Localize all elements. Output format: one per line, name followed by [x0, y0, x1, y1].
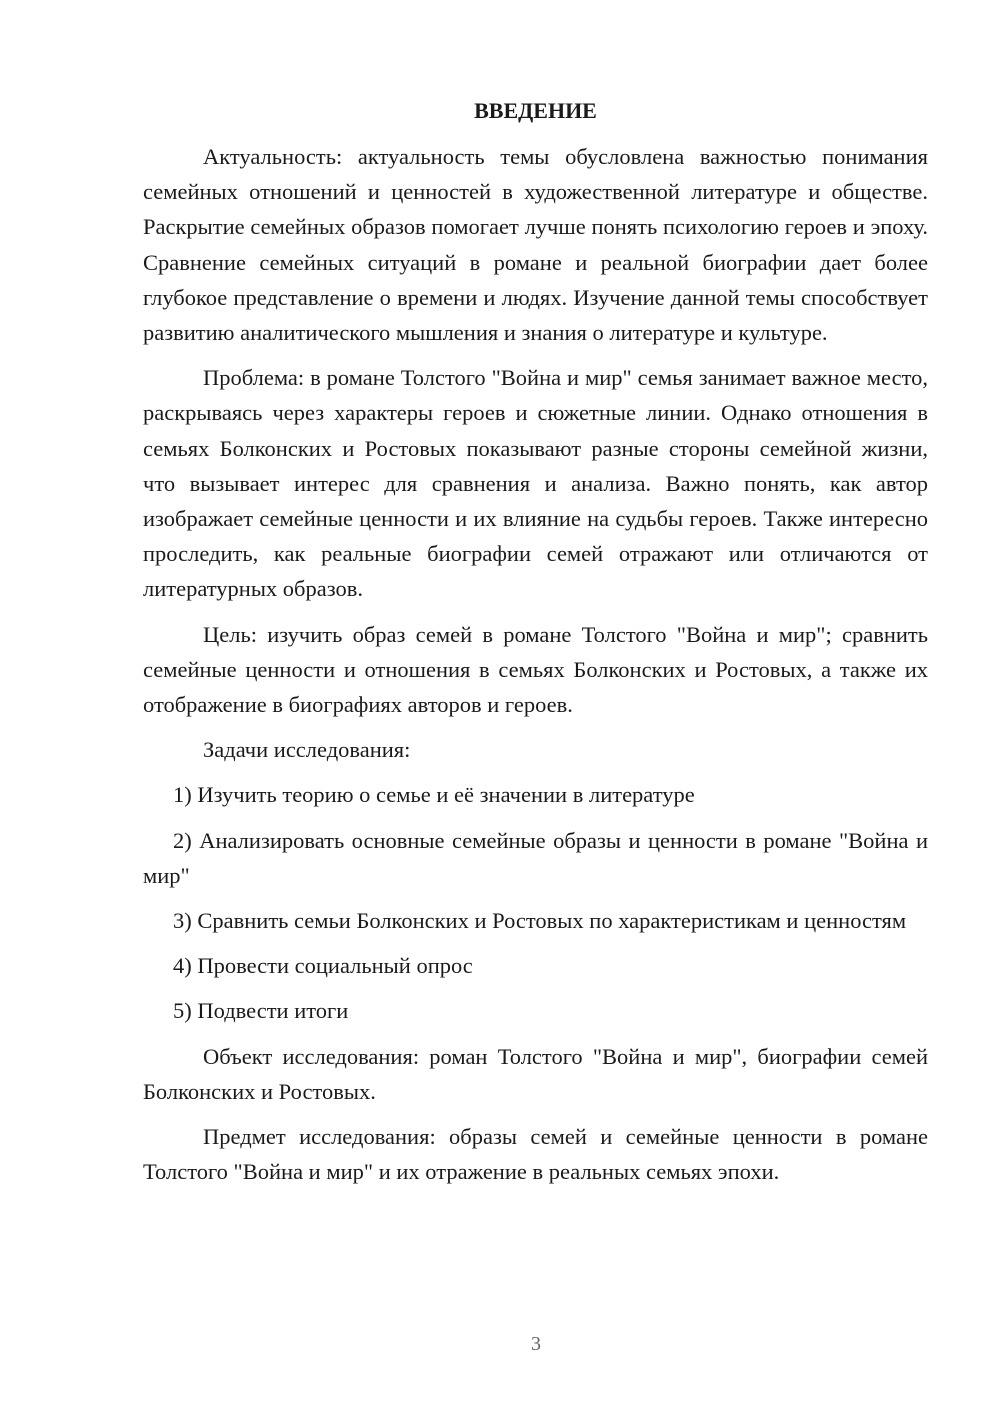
- paragraph-goal: Цель: изучить образ семей в романе Толстого "Война и мир"; сравнить семейные ценности и отношения в семьях Болконских и Ростовых, а также их отображение в биографиях авторов и героев.: [143, 621, 928, 718]
- paragraph-problem: Проблема: в романе Толстого "Война и мир" семья занимает важное место, раскрываясь через характеры героев и сюжетные линии. Однако отношения в семьях Болконских и Ростовых показывают разные стороны семейной жизни, что вызывает интерес для сравнения и анализа. Важно понять, как автор изображает семейные ценности и их влияние на судьбы героев. Также интересно проследить, как реальные биографии семей отражают или отличаются от литературных образов.: [143, 365, 928, 602]
- task-item-1: 1) Изучить теорию о семье и её значении в литературе: [173, 782, 695, 808]
- task-item-4: 4) Провести социальный опрос: [173, 953, 473, 979]
- paragraph-object: Объект исследования: роман Толстого "Война и мир", биографии семей Болконских и Ростовых.: [143, 1043, 928, 1104]
- section-title: ВВЕДЕНИЕ: [474, 98, 597, 123]
- tasks-heading: Задачи исследования:: [203, 737, 411, 763]
- task-item-2: 2) Анализировать основные семейные образы и ценности в романе "Война и мир": [143, 827, 928, 888]
- paragraph-relevance: Актуальность: актуальность темы обусловлена важностью понимания семейных отношений и ценностей в художественной литературе и обществе. Раскрытие семейных образов помогает лучше понять психологию героев и эпоху. Сравнение семейных ситуаций в романе и реальной биографии дает более глубокое представление о времени и людях. Изучение данной темы способствует развитию аналитического мышления и знания о литературе и культуре.: [143, 144, 928, 346]
- task-item-3: 3) Сравнить семьи Болконских и Ростовых по характеристикам и ценностям: [173, 908, 907, 934]
- page-number: 3: [531, 1333, 541, 1355]
- task-item-5: 5) Подвести итоги: [173, 998, 349, 1024]
- page-content: [143, 96, 928, 1199]
- paragraph-subject: Предмет исследования: образы семей и семейные ценности в романе Толстого "Война и мир" и их отражение в реальных семьях эпохи.: [143, 1124, 928, 1185]
